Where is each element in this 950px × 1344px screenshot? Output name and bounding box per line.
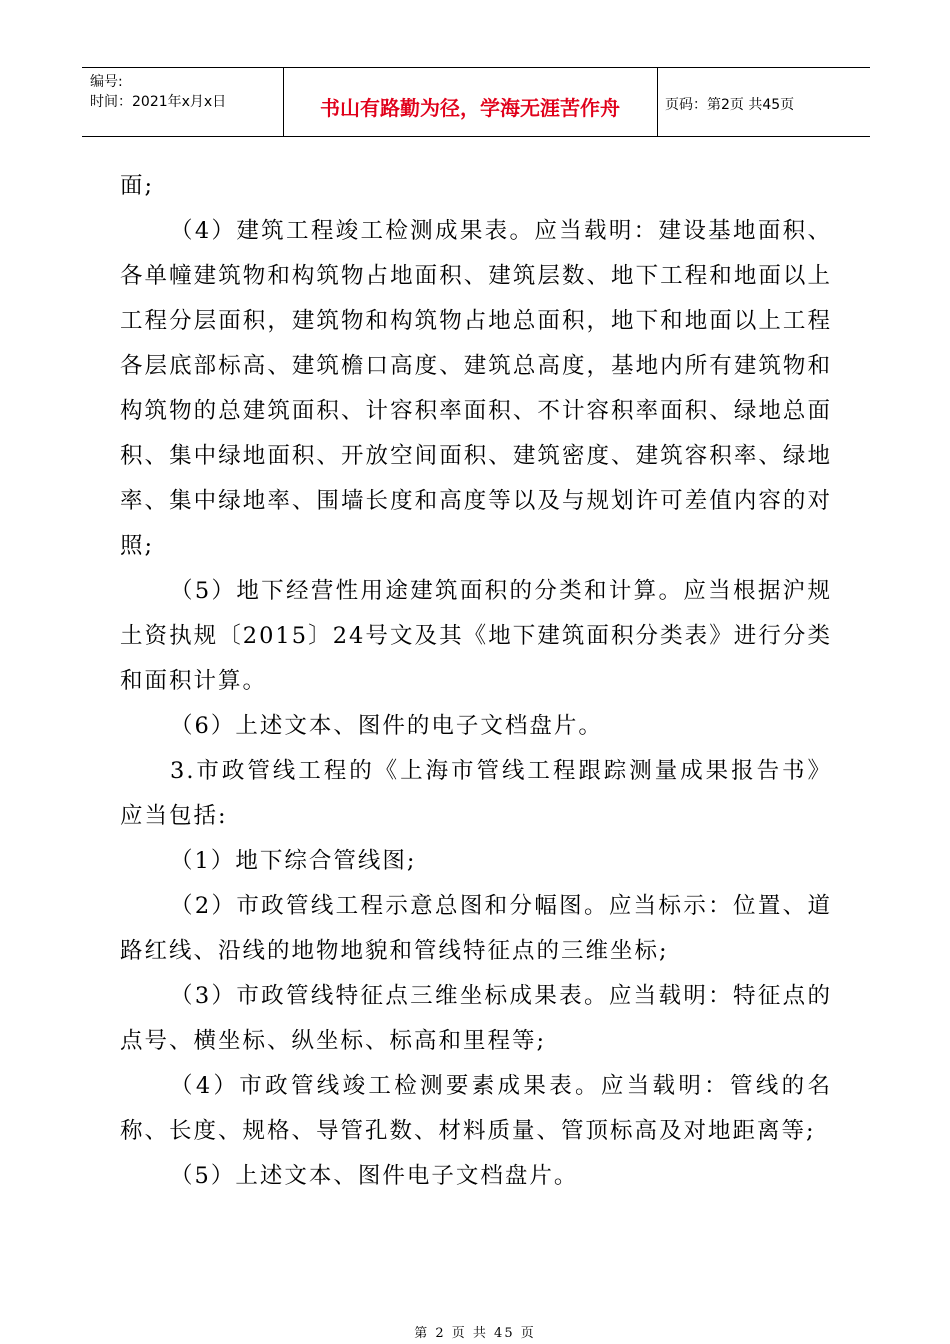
document-number-label: 编号: [90, 74, 123, 90]
paragraph: （5）地下经营性用途建筑面积的分类和计算。应当根据沪规土资执规〔2015〕24号文及其《地下建筑面积分类表》进行分类和面积计算。 [120, 578, 832, 694]
document-body [120, 164, 832, 1199]
header-meta-cell [82, 68, 284, 136]
paragraph: （3）市政管线特征点三维坐标成果表。应当载明：特征点的点号、横坐标、纵坐标、标高和里程等; [120, 983, 832, 1054]
paragraph: （2）市政管线工程示意总图和分幅图。应当标示：位置、道路红线、沿线的地物地貌和管线特征点的三维坐标; [120, 893, 832, 964]
header-page-cell [657, 68, 870, 136]
header-motto: 书山有路勤为径，学海无涯苦作舟 [320, 96, 620, 120]
page-header [82, 67, 870, 137]
header-motto-cell [283, 68, 658, 136]
paragraph: （5）上述文本、图件电子文档盘片。 [170, 1163, 579, 1189]
paragraph: （4）市政管线竣工检测要素成果表。应当载明：管线的名称、长度、规格、导管孔数、材料质量、管顶标高及对地距离等; [120, 1073, 832, 1144]
paragraph: 3.市政管线工程的《上海市管线工程跟踪测量成果报告书》应当包括: [120, 758, 832, 829]
paragraph: （4）建筑工程竣工检测成果表。应当载明：建设基地面积、各单幢建筑物和构筑物占地面积、建筑层数、地下工程和地面以上工程分层面积，建筑物和构筑物占地总面积，地下和地面以上工程各层底部标高、建筑檐口高度、建筑总高度，基地内所有建筑物和构筑物的总建筑面积、计容积率面积、不计容积率面积、绿地总面积、集中绿地面积、开放空间面积、建筑密度、建筑容积率、绿地率、集中绿地率、围墙长度和高度等以及与规划许可差值内容的对照; [120, 218, 832, 559]
document-date: 时间：2021年x月x日 [90, 94, 227, 110]
header-page-info: 页码：第2页 共45页 [665, 97, 795, 113]
page-footer: 第 2 页 共 45 页 [414, 1326, 536, 1341]
paragraph: （6）上述文本、图件的电子文档盘片。 [170, 713, 603, 739]
paragraph: 面; [120, 173, 155, 199]
paragraph: （1）地下综合管线图; [170, 848, 417, 874]
